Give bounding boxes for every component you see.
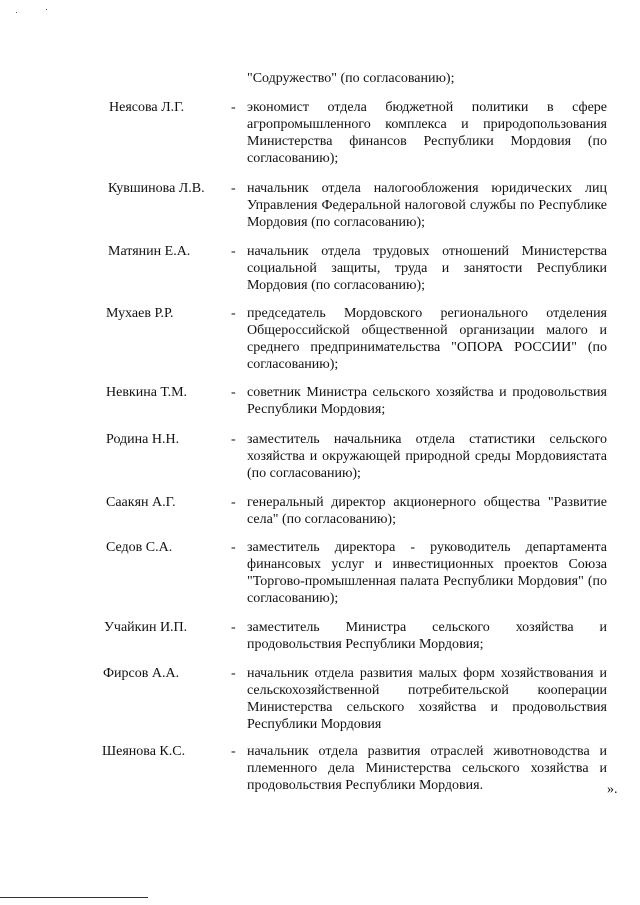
separator-dash: - [231,181,236,196]
separator-dash: - [231,620,236,635]
continuation-text: "Содружество" (по согласованию); [247,71,455,86]
member-name: Неясова Л.Г. [109,100,185,115]
member-name: Кувшинова Л.В. [108,181,205,196]
closing-quote: ». [607,782,618,797]
member-position: председатель Мордовского регионального отделения Общероссийской общественной организации малого и среднего предпринимательства "ОПОРА РОССИИ" (по согласованию); [247,306,607,372]
member-position: начальник отдела развития малых форм хозяйствования и сельскохозяйственной потребительской кооперации Министерства сельского хозяйства и продовольствия Республики Мордовия [247,666,607,732]
member-name: Матянин Е.А. [108,244,191,259]
member-name: Невкина Т.М. [106,385,188,400]
member-name: Шеянова К.С. [102,744,186,759]
separator-dash: - [231,385,236,400]
scan-speck [46,9,47,10]
separator-dash: - [231,744,236,759]
separator-dash: - [231,244,236,259]
member-name: Родина Н.Н. [106,432,180,447]
member-position: начальник отдела трудовых отношений Министерства социальной защиты, труда и занятости Республики Мордовия (по согласованию); [247,244,607,293]
member-position: начальник отдела развития отраслей животноводства и племенного дела Министерства сельского хозяйства и продовольствия Республики Мордовия. [247,744,607,793]
member-name: Седов С.А. [106,540,173,555]
member-position: заместитель Министра сельского хозяйства и продовольствия Республики Мордовия; [247,620,607,652]
member-name: Учайкин И.П. [104,620,188,635]
member-position: заместитель директора - руководитель департамента финансовых услуг и инвестиционных проектов Союза "Торгово-промышленная палата Республики Мордовия" (по согласованию); [247,540,607,606]
member-position: начальник отдела налогообложения юридических лиц Управления Федеральной налоговой службы по Республике Мордовия (по согласованию); [247,181,607,230]
member-position: заместитель начальника отдела статистики сельского хозяйства и окружающей природной среды Мордовиястата (по согласованию); [247,432,607,481]
separator-dash: - [231,306,236,321]
separator-dash: - [231,495,236,510]
footnote-divider [0,897,148,898]
member-name: Саакян А.Г. [106,495,176,510]
member-position: генеральный директор акционерного общества "Развитие села" (по согласованию); [247,495,607,527]
member-position: экономист отдела бюджетной политики в сфере агропромышленного комплекса и природопользования Министерства финансов Республики Мордовия (по согласованию); [247,100,607,166]
member-position: советник Министра сельского хозяйства и продовольствия Республики Мордовия; [247,385,607,417]
separator-dash: - [231,432,236,447]
separator-dash: - [231,540,236,555]
scan-speck [16,12,17,13]
separator-dash: - [231,666,236,681]
member-name: Фирсов А.А. [103,666,180,681]
separator-dash: - [231,100,236,115]
member-name: Мухаев Р.Р. [106,306,174,321]
